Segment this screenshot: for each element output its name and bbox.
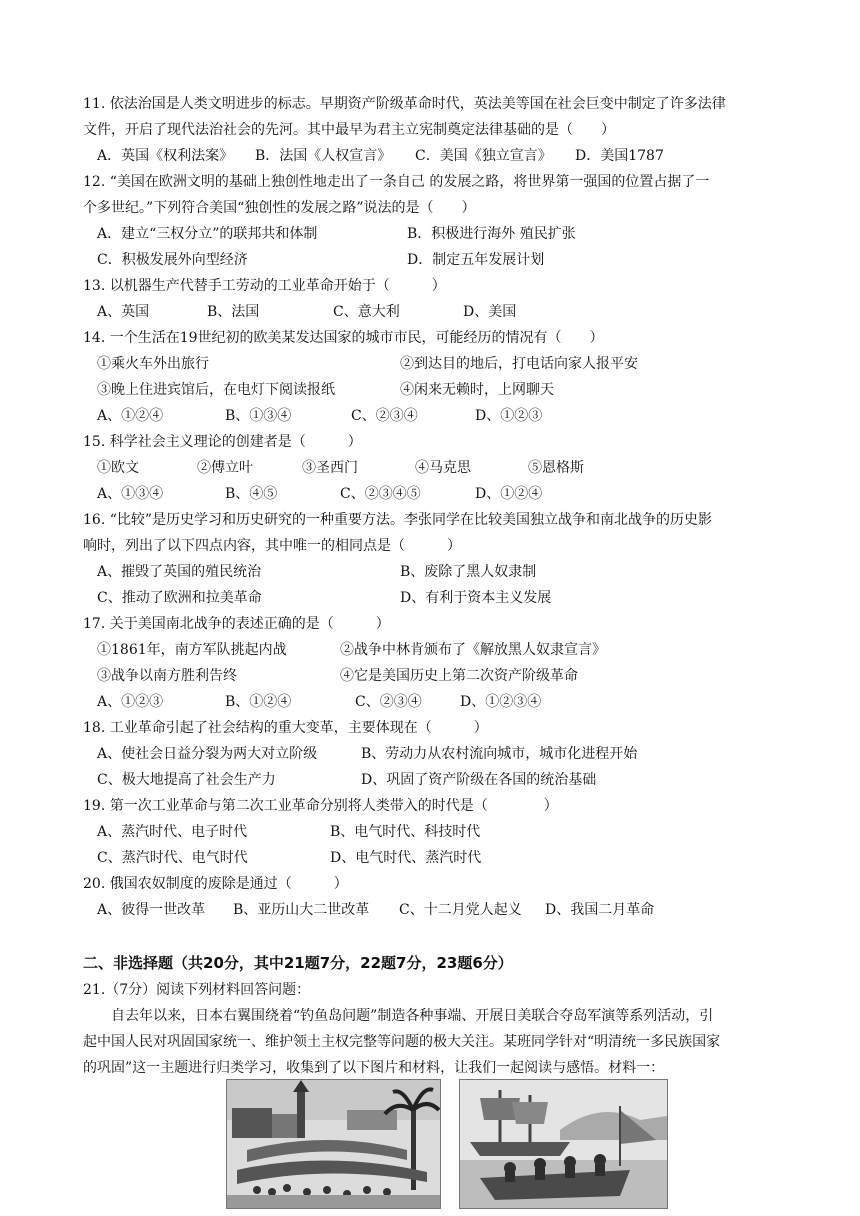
q14-stem: 14. 一个生活在19世纪初的欧美某发达国家的城市市民，可能经历的情况有（ ）	[83, 330, 604, 346]
q12-option-a: A．建立“三权分立”的联邦共和体制	[97, 226, 318, 242]
q17-option-a: A、①②③	[97, 694, 164, 710]
q12-stem-line2: 个多世纪。”下列符合美国“独创性的发展之路”说法的是（ ）	[83, 200, 476, 216]
q15-option-a: A、①③④	[97, 486, 164, 502]
q15-item-5: ⑤恩格斯	[528, 460, 584, 476]
q16-option-c: C、推动了欧洲和拉美革命	[97, 590, 262, 606]
q14-item-4: ④闲来无赖时，上网聊天	[400, 382, 554, 398]
q17-option-d: D、①②③④	[460, 694, 542, 710]
q16-option-a: A、摧毁了英国的殖民统治	[97, 564, 262, 580]
q15-item-3: ③圣西门	[302, 460, 358, 476]
procession-illustration	[226, 1079, 441, 1209]
q13-option-c: C、意大利	[333, 304, 400, 320]
q17-item-4: ④它是美国历史上第二次资产阶级革命	[340, 668, 578, 684]
q18-option-a: A、使社会日益分裂为两大对立阶级	[97, 746, 318, 762]
q17-option-c: C、②③④	[355, 694, 422, 710]
q20-option-b: B、亚历山大二世改革	[233, 902, 370, 918]
q16-option-d: D、有利于资本主义发展	[400, 590, 552, 606]
q19-option-a: A、蒸汽时代、电子时代	[97, 824, 248, 840]
q14-option-d: D、①②③	[475, 408, 543, 424]
q11-option-d: D．美国1787	[575, 148, 664, 164]
q21-paragraph-line2: 起中国人民对巩固国家统一、维护领土主权完整等问题的极大关注。某班同学针对“明清统一多民族国家	[83, 1034, 721, 1050]
sailing-boats-illustration	[459, 1079, 668, 1209]
q13-option-b: B、法国	[207, 304, 260, 320]
q19-option-d: D、电气时代、蒸汽时代	[330, 850, 482, 866]
q17-item-1: ①1861年，南方军队挑起内战	[97, 642, 287, 658]
q18-stem: 18. 工业革命引起了社会结构的重大变革，主要体现在（ ）	[83, 720, 488, 736]
q18-option-d: D、巩固了资产阶级在各国的统治基础	[361, 772, 597, 788]
q20-option-c: C、十二月党人起义	[399, 902, 522, 918]
q13-option-a: A、英国	[97, 304, 150, 320]
q19-option-c: C、蒸汽时代、电气时代	[97, 850, 248, 866]
q20-stem: 20. 俄国农奴制度的废除是通过（ ）	[83, 876, 348, 892]
q11-stem-line2: 文件，开启了现代法治社会的先河。其中最早为君主立宪制奠定法律基础的是（ ）	[83, 122, 615, 138]
q12-option-d: D．制定五年发展计划	[407, 252, 545, 268]
boats-drawing	[460, 1080, 667, 1208]
q15-item-4: ④马克思	[415, 460, 471, 476]
q16-stem-line2: 响时，列出了以下四点内容，其中唯一的相同点是（ ）	[83, 538, 461, 554]
q15-item-2: ②傅立叶	[197, 460, 253, 476]
q11-option-b: B．法国《人权宣言》	[255, 148, 392, 164]
q21-intro: 21.（7分）阅读下列材料回答问题：	[83, 982, 311, 998]
q11-option-c: C．美国《独立宣言》	[415, 148, 552, 164]
q17-item-2: ②战争中林肯颁布了《解放黑人奴隶宣言》	[340, 642, 606, 658]
q12-option-c: C．积极发展外向型经济	[97, 252, 248, 268]
procession-drawing	[227, 1080, 440, 1208]
q15-stem: 15. 科学社会主义理论的创建者是（ ）	[83, 434, 362, 450]
q16-option-b: B、废除了黑人奴隶制	[400, 564, 537, 580]
q21-paragraph-line1: 自去年以来，日本右翼围绕着“钓鱼岛问题”制造各种事端、开展日美联合夺岛军演等系列活动，引	[111, 1008, 714, 1024]
q13-option-d: D、美国	[463, 304, 517, 320]
q14-option-a: A、①②④	[97, 408, 164, 424]
q15-option-d: D、①②④	[475, 486, 543, 502]
q21-paragraph-line3: 的巩固”这一主题进行归类学习，收集到了以下图片和材料，让我们一起阅读与感悟。材料一：	[83, 1060, 665, 1076]
q11-stem-line1: 11. 依法治国是人类文明进步的标志。早期资产阶级革命时代，英法美等国在社会巨变中制定了许多法律	[83, 96, 726, 112]
q14-option-c: C、②③④	[351, 408, 418, 424]
q12-option-b: B．积极进行海外 殖民扩张	[407, 226, 576, 242]
q17-item-3: ③战争以南方胜利告终	[97, 668, 237, 684]
q15-option-b: B、④⑤	[225, 486, 278, 502]
q18-option-b: B、劳动力从农村流向城市，城市化进程开始	[361, 746, 638, 762]
q17-stem: 17. 关于美国南北战争的表述正确的是（ ）	[83, 616, 390, 632]
q14-item-2: ②到达目的地后，打电话向家人报平安	[400, 356, 638, 372]
section2-heading: 二、非选择题（共20分，其中21题7分，22题7分，23题6分）	[83, 954, 513, 972]
q19-option-b: B、电气时代、科技时代	[330, 824, 481, 840]
q11-option-a: A．英国《权利法案》	[97, 148, 234, 164]
q20-option-a: A、彼得一世改革	[97, 902, 206, 918]
q20-option-d: D、我国二月革命	[545, 902, 655, 918]
q12-stem-line1: 12. “美国在欧洲文明的基础上独创性地走出了一条自己 的发展之路，将世界第一强国的位置占据了一	[83, 174, 710, 190]
q15-item-1: ①欧文	[97, 460, 139, 476]
q19-stem: 19. 第一次工业革命与第二次工业革命分别将人类带入的时代是（ ）	[83, 798, 558, 814]
q16-stem-line1: 16. “比较”是历史学习和历史研究的一种重要方法。李张同学在比较美国独立战争和南北战争的历史影	[83, 512, 713, 528]
q17-option-b: B、①②④	[225, 694, 292, 710]
q14-option-b: B、①③④	[225, 408, 292, 424]
q14-item-1: ①乘火车外出旅行	[97, 356, 209, 372]
q13-stem: 13. 以机器生产代替手工劳动的工业革命开始于（ ）	[83, 278, 446, 294]
q14-item-3: ③晚上住进宾馆后，在电灯下阅读报纸	[97, 382, 335, 398]
q18-option-c: C、极大地提高了社会生产力	[97, 772, 276, 788]
q15-option-c: C、②③④⑤	[340, 486, 421, 502]
